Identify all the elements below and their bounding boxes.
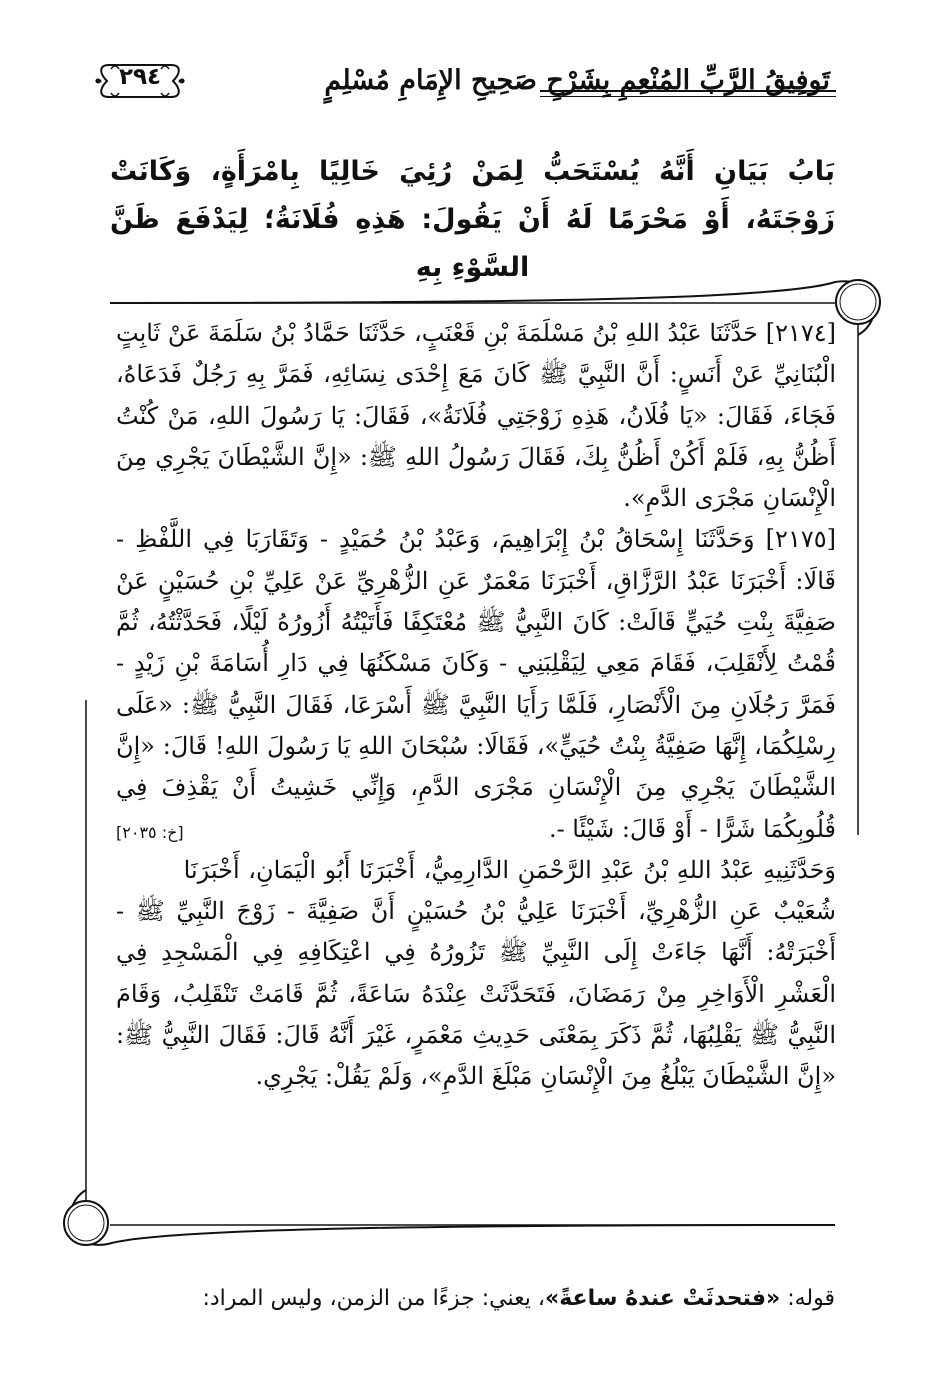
hadith-paragraph [116, 519, 836, 849]
page-number: ٢٩٤ [118, 64, 162, 90]
hadith-number: [٢١٧٤] [765, 319, 836, 347]
hadith-number: [٢١٧٥] [765, 525, 836, 554]
hadith-text: وَحَدَّثَنِيهِ عَبْدُ اللهِ بْنُ عَبْدِ الرَّحْمَنِ الدَّارِمِيُّ، أَخْبَرَنَا أَبُو الْيَمَانِ، أَخْبَرَنَا شُعَيْبٌ عَنِ الزُّهْرِيِّ، أَخْبَرَنَا عَلِيُّ بْنُ حُسَيْنٍ أَنَّ صَفِيَّةَ - زَوْجَ النَّبِيِّ ﷺ - أَخْبَرَتْهُ: أَنَّهَا جَاءَتْ إِلَى النَّبِيِّ ﷺ تَزُورُهُ فِي اعْتِكَافِهِ فِي الْمَسْجِدِ فِي الْعَشْرِ الْأَوَاخِرِ مِنْ رَمَضَانَ، فَتَحَدَّثَتْ عِنْدَهُ سَاعَةً، ثُمَّ قَامَتْ تَنْقَلِبُ، وَقَامَ النَّبِيُّ ﷺ يَقْلِبُهَا، ثُمَّ ذَكَرَ بِمَعْنَى حَدِيثِ مَعْمَرٍ، غَيْرَ أَنَّهُ قَالَ: فَقَالَ النَّبِيُّ ﷺ: «إِنَّ الشَّيْطَانَ يَبْلُغُ مِنَ الْإِنْسَانِ مَبْلَغَ الدَّمِ»، وَلَمْ يَقُلْ: يَجْرِي. [116, 855, 836, 1091]
hadith-paragraph [116, 850, 836, 1098]
hadith-text: حَدَّثَنَا عَبْدُ اللهِ بْنُ مَسْلَمَةَ بْنِ قَعْنَبٍ، حَدَّثَنَا حَمَّادُ بْنُ سَلَمَةَ عَنْ ثَابِتٍ الْبُنَانِيِّ عَنْ أَنَسٍ: أَنَّ النَّبِيَّ ﷺ كَانَ مَعَ إِحْدَى نِسَائِهِ، فَمَرَّ بِهِ رَجُلٌ فَدَعَاهُ، فَجَاءَ، فَقَالَ: «يَا فُلَانُ، هَذِهِ زَوْجَتِي فُلَانَةُ»، فَقَالَ: يَا رَسُولَ اللهِ، مَنْ كُنْتُ أَظُنُّ بِهِ، فَلَمْ أَكُنْ أَظُنُّ بِكَ، فَقَالَ رَسُولُ اللهِ ﷺ: «إِنَّ الشَّيْطَانَ يَجْرِي مِنَ الْإِنْسَانِ مَجْرَى الدَّمِ». [116, 319, 836, 513]
running-title: تَوفِيقُ الرَّبِّ المُنْعِمِ بِشَرْحِ صَحِيحِ الإِمَامِ مُسْلِمٍ [324, 65, 830, 96]
commentary-lead: قوله: [787, 1286, 835, 1311]
chapter-heading: بَابُ بَيَانِ أَنَّهُ يُسْتَحَبُّ لِمَنْ رُئِيَ خَالِيًا بِامْرَأَةٍ، وَكَانَتْ زَوْجَتَهُ، أَوْ مَحْرَمًا لَهُ أَنْ يَقُولَ: هَذِهِ فُلَانَةُ؛ لِيَدْفَعَ ظَنَّ السَّوْءِ بِهِ [110, 156, 835, 283]
page-header [95, 55, 835, 111]
commentary-text: ، يعني: جزءًا من الزمن، وليس المراد: [202, 1286, 545, 1311]
header-rule-thin [540, 96, 836, 97]
hadith-paragraph [116, 313, 836, 519]
hadith-body [116, 313, 836, 1098]
cross-reference: [خ: ٢٠٣٥] [116, 822, 184, 842]
commentary-line [95, 1281, 835, 1317]
commentary-term: «فتحدثَتْ عندهُ ساعةً» [544, 1286, 781, 1311]
hadith-text: وَحَدَّثَنَا إِسْحَاقُ بْنُ إِبْرَاهِيمَ، وَعَبْدُ بْنُ حُمَيْدٍ - وَتَقَارَبَا فِي اللَّفْظِ - قَالَا: أَخْبَرَنَا عَبْدُ الرَّزَّاقِ، أَخْبَرَنَا مَعْمَرٌ عَنِ الزُّهْرِيِّ عَنْ عَلِيِّ بْنِ حُسَيْنٍ عَنْ صَفِيَّةَ بِنْتِ حُيَيٍّ قَالَتْ: كَانَ النَّبِيُّ ﷺ مُعْتَكِفًا فَأَتَيْتُهُ أَزُورُهُ لَيْلًا، فَحَدَّثْتُهُ، ثُمَّ قُمْتُ لِأَنْقَلِبَ، فَقَامَ مَعِي لِيَقْلِبَنِي - وَكَانَ مَسْكَنُهَا فِي دَارِ أُسَامَةَ بْنِ زَيْدٍ - فَمَرَّ رَجُلَانِ مِنَ الْأَنْصَارِ، فَلَمَّا رَأَيَا النَّبِيَّ ﷺ أَسْرَعَا، فَقَالَ النَّبِيُّ ﷺ: «عَلَى رِسْلِكُمَا، إِنَّهَا صَفِيَّةُ بِنْتُ حُيَيٍّ»، فَقَالَا: سُبْحَانَ اللهِ يَا رَسُولَ اللهِ! قَالَ: «إِنَّ الشَّيْطَانَ يَجْرِي مِنَ الْإِنْسَانِ مَجْرَى الدَّمِ، وَإِنِّي خَشِيتُ أَنْ يَقْذِفَ فِي قُلُوبِكُمَا شَرًّا - أَوْ قَالَ: شَيْئًا -. [116, 525, 836, 843]
